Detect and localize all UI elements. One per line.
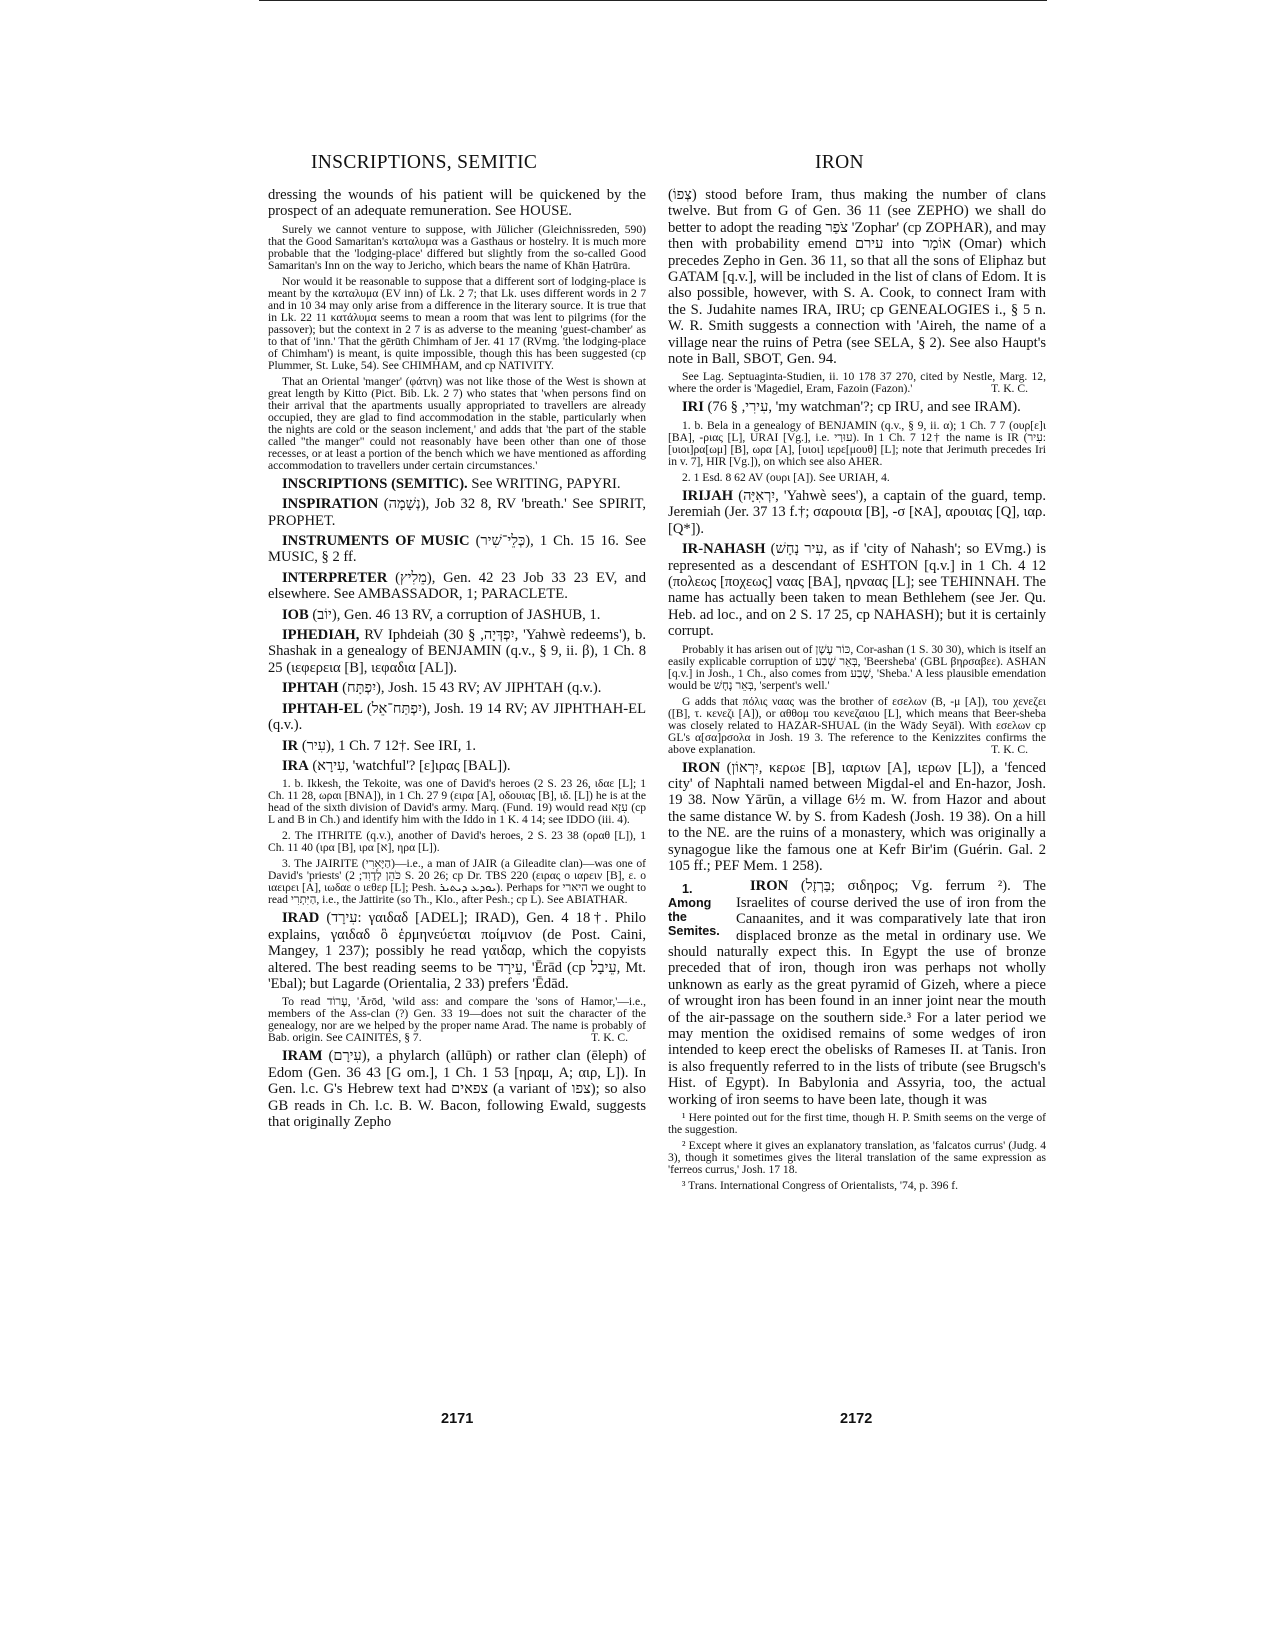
entry-text: ² Except where it gives an explanatory translation, as 'falcatos currus' (Judg. 4 3), though it sometimes gives the literal translation of the same expression as 'ferreos currus,' Josh. 17 18. xyxy=(668,1139,1046,1177)
entry-text: 1. b. Bela in a genealogy of BENJAMIN (q.v., § 9, ii. α); 1 Ch. 7 7 (ουρ[ε]ι [BA], -ριας [L], URAI [Vg.], i.e. עוּרַי). In 1 Ch. 7 12† the name is IR (עִיר: [υιοι]ρα[ωμ] [B], ωρα [A], [υιοι] ιερε[μουθ] [L]; note that Jerimuth precedes Iri in v. 7], HIR [Vg.]), on which see also AHER. xyxy=(668,418,1046,468)
entry-text: (עִירָם), a phylarch (allūph) or rather clan (ēleph) of Edom (Gen. 36 43 [G om.], 1 Ch. 1 53 [ηραμ, A; αιρ, L]). In Gen. l.c. G's Hebrew text had צפאים (a variant of צפו); so also GB reads in Ch. l.c. B. W. Bacon, following Ewald, suggests that originally Zepho xyxy=(268,1048,646,1130)
entry-text: (עִירִי, § 76, 'my watchman'?; cp IRU, and see IRAM). xyxy=(703,399,1021,416)
entry-text: (יִפְתָּח), Josh. 15 43 RV; AV JIPHTAH (q.v.). xyxy=(338,680,602,697)
body-paragraph xyxy=(668,187,1046,367)
entry-headword: IPHTAH xyxy=(282,680,339,697)
entry-text: 2. The ITHRITE (q.v.), another of David's heroes, 2 S. 23 38 (οραθ [L]), 1 Ch. 11 40 (ιρα [B], ιρα [א], ηρα [L]). xyxy=(268,829,646,855)
entry-headword: IR-NAHASH xyxy=(682,541,766,558)
entry-text: 3. The JAIRITE (הַיָּאִרִי)—i.e., a man of JAIR (a Gileadite clan)—was one of David's 'priests' (כֹּהֵן לְדָוִד; 2 S. 20 26; cp Dr. TBS 220 (ειρας ο ιαρειν [B], ε. ο ιαειρει [A], ιωδαε ο ιεθερ [L]; Pesh. ܝܘܕܥ ܕܝܬܝܪ). Perhaps for היארי we ought to read הַיִּתְרִי, i.e., the Jattirite (so Th., Klo., after Pesh.; cp L). See ABIATHAR. xyxy=(268,857,647,907)
small-print-note xyxy=(268,376,646,472)
entry-text: (עִיר), 1 Ch. 7 12†. See IRI, 1. xyxy=(298,737,476,754)
small-print-note xyxy=(668,371,1046,395)
dictionary-entry xyxy=(268,627,646,676)
dictionary-entry xyxy=(668,760,1046,875)
dictionary-entry xyxy=(668,399,1046,415)
author-initials: T. K. C. xyxy=(991,382,1028,396)
left-column xyxy=(268,187,646,1134)
page-number-left: 2171 xyxy=(441,1411,474,1427)
entry-headword: INTERPRETER xyxy=(282,569,388,586)
entry-text: (צְפוֹ) stood before Iram, thus making the number of clans twelve. But from G of Gen. 36 11 (see ZEPHO) we shall do better to adopt the reading צֹפַר 'Zophar' (cp ZOPHAR), and may then with probability emend עירם into אוֹמָר (Omar) which precedes Zepho in Gen. 36 11, so that all the sons of Eliphaz but GATAM [q.v.], will be included in the list of clans of Edom. It is also possible, however, with S. A. Cook, to connect Iram with the S. Judahite names IRA, IRU; cp GENEALOGIES i., § 5 n. W. R. Smith suggests a connection with 'Aireh, the name of a village near the ruins of Petra (see SELA, § 2). See also Haupt's note in Ball, SBOT, Gen. 94. xyxy=(668,187,1046,368)
entry-headword: INSPIRATION xyxy=(282,496,379,513)
dictionary-entry xyxy=(268,570,646,603)
entry-headword: IRAD xyxy=(282,910,320,927)
small-print-note xyxy=(668,1112,1046,1136)
dictionary-entry xyxy=(268,701,646,734)
entry-text: See WRITING, PAPYRI. xyxy=(467,475,621,492)
entry-text: 1. b. Ikkesh, the Tekoite, was one of David's heroes (2 S. 23 26, ιδαε [L]; 1 Ch. 11 28, ωραι [BNA]), in 1 Ch. 27 9 (ειρα [A], οδουιας [B], ιδ. [L]) he is at the head of the sixth division of David's army. Marq. (Fund. 19) would read עִזָּא (cp L and B in Ch.) and identify him with the Iddo in 1 K. 4 14; see IDDO (iii. 4). xyxy=(268,777,647,827)
entry-text: (עִיר נָחָשׁ, as if 'city of Nahash'; so EVmg.) is represented as a descendant of ESHTON [q.v.] in 1 Ch. 4 12 (πολεως [ποχεως] ναας [BA], ηρναας [L]; see TEHINNAH. The name has actually been taken to mean Bethlehem (see Jer. Qu. Heb. ad loc., and on 2 S. 17 25, cp NAHASH); but it is certainly corrupt. xyxy=(668,541,1046,640)
small-print-note xyxy=(268,778,646,826)
page-number-right: 2172 xyxy=(840,1411,873,1427)
small-print-note xyxy=(668,644,1046,692)
entry-text: That an Oriental 'manger' (φάτνη) was not like those of the West is shown at great length by Kitto (Pict. Bib. Lk. 2 7) who states that 'when persons find on their arrival that the apartments usually appropriated to travellers are already occupied, they are glad to find accommodation in the stable, particularly when the nights are cold or the season inclement,' and adds that 'the part of the stable called "the manger" could not reasonably have been other than one of those recesses, or at least a portion of the bench which we have mentioned as affording accommodation to travellers under certain circumstances.' xyxy=(268,374,646,472)
body-paragraph xyxy=(268,187,646,220)
dictionary-entry xyxy=(268,738,646,754)
entry-text: ³ Trans. International Congress of Orientalists, '74, p. 396 f. xyxy=(682,1179,959,1193)
dictionary-entry xyxy=(268,758,646,774)
dictionary-entry xyxy=(268,680,646,696)
entry-text: To read עָרוֹד, 'Ārōd, 'wild ass: and compare the 'sons of Hamor,'—i.e., members of the Ass-clan (?) Gen. 33 19—does not suit the character of the genealogy, nor are we helped by the proper name Arad. The name is probably of Bab. origin. See CAINITES, § 7. xyxy=(268,995,646,1045)
margin-heading: 1. Among the Semites. xyxy=(668,882,720,939)
small-print-note xyxy=(668,1140,1046,1176)
dictionary-entry xyxy=(668,488,1046,537)
dictionary-entry xyxy=(268,607,646,623)
entry-text: ¹ Here pointed out for the first time, though H. P. Smith seems on the verge of the suggestion. xyxy=(668,1111,1046,1137)
entry-headword: IR xyxy=(282,737,299,754)
right-column xyxy=(668,187,1046,1196)
small-print-note xyxy=(668,696,1046,756)
entry-text: (נְשָׁמָה), Job 32 8, RV 'breath.' See SPIRIT, PROPHET. xyxy=(268,496,647,529)
dictionary-entry xyxy=(268,533,646,566)
dictionary-entry xyxy=(268,496,646,529)
entry-text: G adds that πόλις ναας was the brother of εσελων (B, -μ [A]), του χενεζει ([B], τ. κενεζι [A]), or αθθομ του κενεζαιου [L], which means that Beer-sheba was closely related to HAZAR-SHUAL (in the Wādy Seyāl). With εσελων cp GL's α[σα]ρσολα in Josh. 19 3. The reference to the Kenizzites confirms the above explanation. xyxy=(668,694,1046,756)
entry-text: (יוֹב), Gen. 46 13 RV, a corruption of JASHUB, 1. xyxy=(308,606,601,623)
top-rule xyxy=(259,0,1047,1)
small-print-note xyxy=(268,224,646,272)
running-head-right: IRON xyxy=(815,152,864,173)
dictionary-entry xyxy=(268,1048,646,1130)
small-print-note xyxy=(268,276,646,372)
dictionary-entry xyxy=(268,476,646,492)
entry-text: (בַּרְזֶל; σιδηρος; Vg. ferrum ²). The Israelites of course derived the use of iron from the Canaanites, and it was comparatively late that iron displaced bronze as the metal in ordinary use. We should naturally expect this. In Egypt the use of bronze preceded that of iron, though iron was perhaps not wholly unknown as early as the great pyramid of Gizeh, where a piece of wrought iron has been found in an inner joint near the mouth of the air-passage on the southern side.³ For a later period we may mention the oxidised remains of some wedges of iron intended to keep erect the obelisks of Rameses II. at Tanis. Iron is also frequently referred to in the lists of tribute (see Brugsch's Hist. of Egypt). In Babylonia and Assyria, too, the actual working of iron seems to have been late, though it was xyxy=(668,878,1046,1108)
author-initials: T. K. C. xyxy=(591,1031,628,1045)
entry-headword: INSCRIPTIONS (SEMITIC). xyxy=(282,475,468,492)
author-initials: T. K. C. xyxy=(991,742,1028,756)
small-print-note xyxy=(668,1180,1046,1192)
entry-text: Nor would it be reasonable to suppose that a different sort of lodging-place is meant by the καταλυμα (EV inn) of Lk. 2 7; that Lk. uses different words in 2 7 and in 10 34 may only arise from a difference in the literary source. It is true that in Lk. 22 11 κατάλυμα seems to mean a room that was lent to pilgrims (for the passover); but the context in 2 7 is as adverse to the meaning 'guest-chamber' as to that of 'inn.' That the gērūth Chimham of Jer. 41 17 (RVmg. 'the lodging-place of Chimham') is meant, is quite impossible, though this has been suggested (cp Plummer, St. Luke, 54). See CHIMHAM, and cp NATIVITY. xyxy=(268,274,646,372)
entry-headword: IPHTAH-EL xyxy=(282,700,363,717)
entry-headword: IRA xyxy=(282,757,309,774)
dictionary-entry xyxy=(268,910,646,992)
small-print-note xyxy=(668,472,1046,484)
entry-headword: IRON xyxy=(682,759,721,776)
entry-text: (עִירָד: γαιδαδ [ADEL]; IRAD), Gen. 4 18†. Philo explains, γαιδαδ ὃ ἑρμηνεύεται ποίμνιον (de Post. Caini, Mangey, 1 237); possibly he read γαιδαρ, which the copyists altered. The best reading seems to be עֵירָד, 'Ērād (cp עֵיבָל, Mt. 'Ebal); but Lagarde (Orientalia, 2 33) prefers 'Ēdād. xyxy=(268,910,646,992)
running-head-left: INSCRIPTIONS, SEMITIC xyxy=(311,152,538,173)
entry-text: Surely we cannot venture to suppose, with Jülicher (Gleichnissreden, 590) that the Good Samaritan's καταλυμα was a Gasthaus or hostelry. It is much more probable that the 'lodging-place' differed but slightly from the so-called Good Samaritan's Inn on the way to Jericho, which bears the name of Khān Ḥatrūra. xyxy=(268,222,646,272)
small-print-note xyxy=(268,996,646,1044)
entry-text: RV Iphdeiah (יִפְדְּיָה, § 30, 'Yahwè redeems'), b. Shashak in a genealogy of BENJAMIN (q.v., § 9, ii. β), 1 Ch. 8 25 (ιεφερεια [B], ιεφαδια [AL]). xyxy=(268,627,646,676)
entry-headword: IPHEDIAH, xyxy=(282,627,360,644)
dictionary-entry xyxy=(668,541,1046,639)
entry-text: dressing the wounds of his patient will be quickened by the prospect of an adequate remuneration. See HOUSE. xyxy=(268,187,646,220)
entry-headword: IRI xyxy=(682,399,704,416)
entry-text: (יִפְתַּח־אֵל), Josh. 19 14 RV; AV JIPHTHAH-EL (q.v.). xyxy=(268,700,646,734)
entry-text: 2. 1 Esd. 8 62 AV (ουρι [A]). See URIAH, 4. xyxy=(682,470,890,484)
small-print-note xyxy=(268,830,646,854)
small-print-note xyxy=(668,420,1046,468)
entry-headword: IOB xyxy=(282,606,309,623)
entry-headword: IRAM xyxy=(282,1048,323,1065)
entry-text: (מֵלִיץ), Gen. 42 23 Job 33 23 EV, and elsewhere. See AMBASSADOR, 1; PARACLETE. xyxy=(268,569,646,603)
entry-text: (עִירָא, 'watchful'? [ε]ιρας [BAL]). xyxy=(308,757,511,774)
entry-headword: IRON xyxy=(750,878,789,895)
entry-text: (יִרְאִיָּה, 'Yahwè sees'), a captain of the guard, temp. Jeremiah (Jer. 37 13 f.†; σαρουια [B], -σ [אA], αρουιας [Q], ιαρ. [Q*]). xyxy=(668,487,1046,537)
entry-text: Probably it has arisen out of כּוֹר עָשָׁן, Cor-ashan (1 S. 30 30), which is itself an easily explicable corruption of בְּאֵר שֶׁבַע, 'Beersheba' (GBL βηρσαβεε). ASHAN [q.v.] in Josh., 1 Ch., also comes from שֶׁבַע, 'Sheba.' A less plausible emendation would be בְּאֵר נָחָשׁ, 'serpent's well.' xyxy=(668,642,1047,692)
entry-headword: IRIJAH xyxy=(682,487,734,504)
entry-text: See Lag. Septuaginta-Studien, ii. 10 178 37 270, cited by Nestle, Marg. 12, where the order is 'Magediel, Eram, Fazoin (Fazon).' xyxy=(668,370,1046,396)
small-print-note xyxy=(268,858,646,906)
dictionary-entry xyxy=(668,878,1046,1108)
entry-text: (כְּלֵי־שִׁיר), 1 Ch. 15 16. See MUSIC, § 2 ff. xyxy=(268,533,646,566)
entry-text: (יִרְאוֹן, κερωε [B], ιαριων [A], ιερων [L]), a 'fenced city' of Naphtali named between Migdal-el and En-hazor, Josh. 19 38. Now Yārūn, a village 6½ m. W. from Hazor and about the same distance W. by S. from Kadesh (Josh. 19 38). On a hill to the NE. are the ruins of a monastery, which was originally a synagogue like the famous one at Kefr Bir'im (Guérin. Gal. 2 105 ff.; PEF Mem. 1 258). xyxy=(668,759,1046,874)
entry-headword: INSTRUMENTS OF MUSIC xyxy=(282,533,470,550)
